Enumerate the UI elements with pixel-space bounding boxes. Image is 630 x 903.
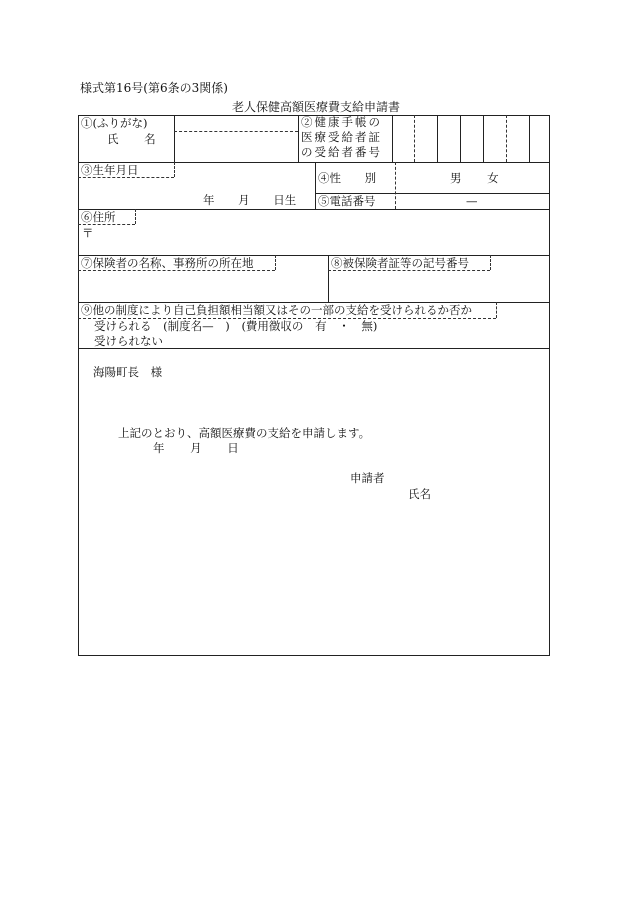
gender-label: ④性 別 — [318, 171, 377, 185]
application-statement: 上記のとおり、高額医療費の支給を申請します。 — [118, 426, 371, 440]
cert-box-dashed — [506, 115, 507, 162]
birth-label-underline — [78, 177, 174, 178]
cert-box-divider — [483, 115, 484, 162]
birth-units: 年 月 日生 — [203, 193, 297, 207]
postal-mark: 〒 — [82, 226, 94, 240]
applicant-label: 申請者 — [350, 471, 385, 485]
row-divider-2 — [78, 209, 550, 210]
insured-label-underline — [328, 270, 490, 271]
name-label: 氏 名 — [107, 132, 156, 146]
gender-col-divider — [315, 162, 316, 209]
furigana-label: ①(ふりがな) — [81, 116, 148, 130]
phone-value: — — [466, 194, 478, 208]
cert-box-divider — [437, 115, 438, 162]
question-edge — [496, 302, 497, 318]
row-divider-1 — [78, 162, 550, 163]
cert-label-line1: ②健康手帳の — [301, 115, 382, 129]
furigana-underline — [174, 131, 298, 132]
applicant-name-label: 氏名 — [408, 487, 431, 501]
gender-options: 男 女 — [450, 171, 499, 185]
address-label-underline — [78, 224, 135, 225]
row-divider-5 — [78, 348, 550, 349]
cert-col-divider-left — [298, 115, 299, 162]
address-label-edge — [135, 209, 136, 224]
birth-label: ③生年月日 — [81, 163, 139, 177]
addressee: 海陽町長 様 — [93, 365, 163, 379]
insured-label: ⑧被保険者証等の記号番号 — [331, 256, 469, 270]
cert-box-divider — [529, 115, 530, 162]
insured-label-edge — [490, 255, 491, 270]
insurer-label-edge — [275, 255, 276, 270]
form-table — [78, 115, 550, 656]
option-not-receivable: 受けられない — [94, 334, 163, 348]
cert-label-line2: 医療受給者証 — [301, 130, 382, 144]
form-title: 老人保健高額医療費支給申請書 — [232, 100, 401, 114]
gender-label-edge — [395, 162, 396, 209]
application-date: 年 月 日 — [153, 441, 239, 455]
cert-box-dashed — [414, 115, 415, 162]
cert-box-divider — [460, 115, 461, 162]
insurer-label: ⑦保険者の名称、事務所の所在地 — [81, 256, 254, 270]
cert-label-line3: の受給者番号 — [301, 145, 382, 159]
question-label: ⑨他の制度により自己負担額相当額又はその一部の支給を受けられるか否か — [81, 303, 472, 317]
birth-label-edge — [174, 162, 175, 177]
insurer-col-divider — [328, 255, 329, 302]
address-label: ⑥住所 — [81, 210, 116, 224]
phone-label: ⑤電話番号 — [318, 194, 376, 208]
name-col-divider — [174, 115, 175, 162]
cert-col-divider-right — [392, 115, 393, 162]
form-number: 様式第16号(第6条の3関係) — [80, 81, 228, 95]
option-receivable: 受けられる (制度名— ) (費用徴収の 有 ・ 無) — [94, 319, 378, 333]
insurer-label-underline — [78, 270, 275, 271]
